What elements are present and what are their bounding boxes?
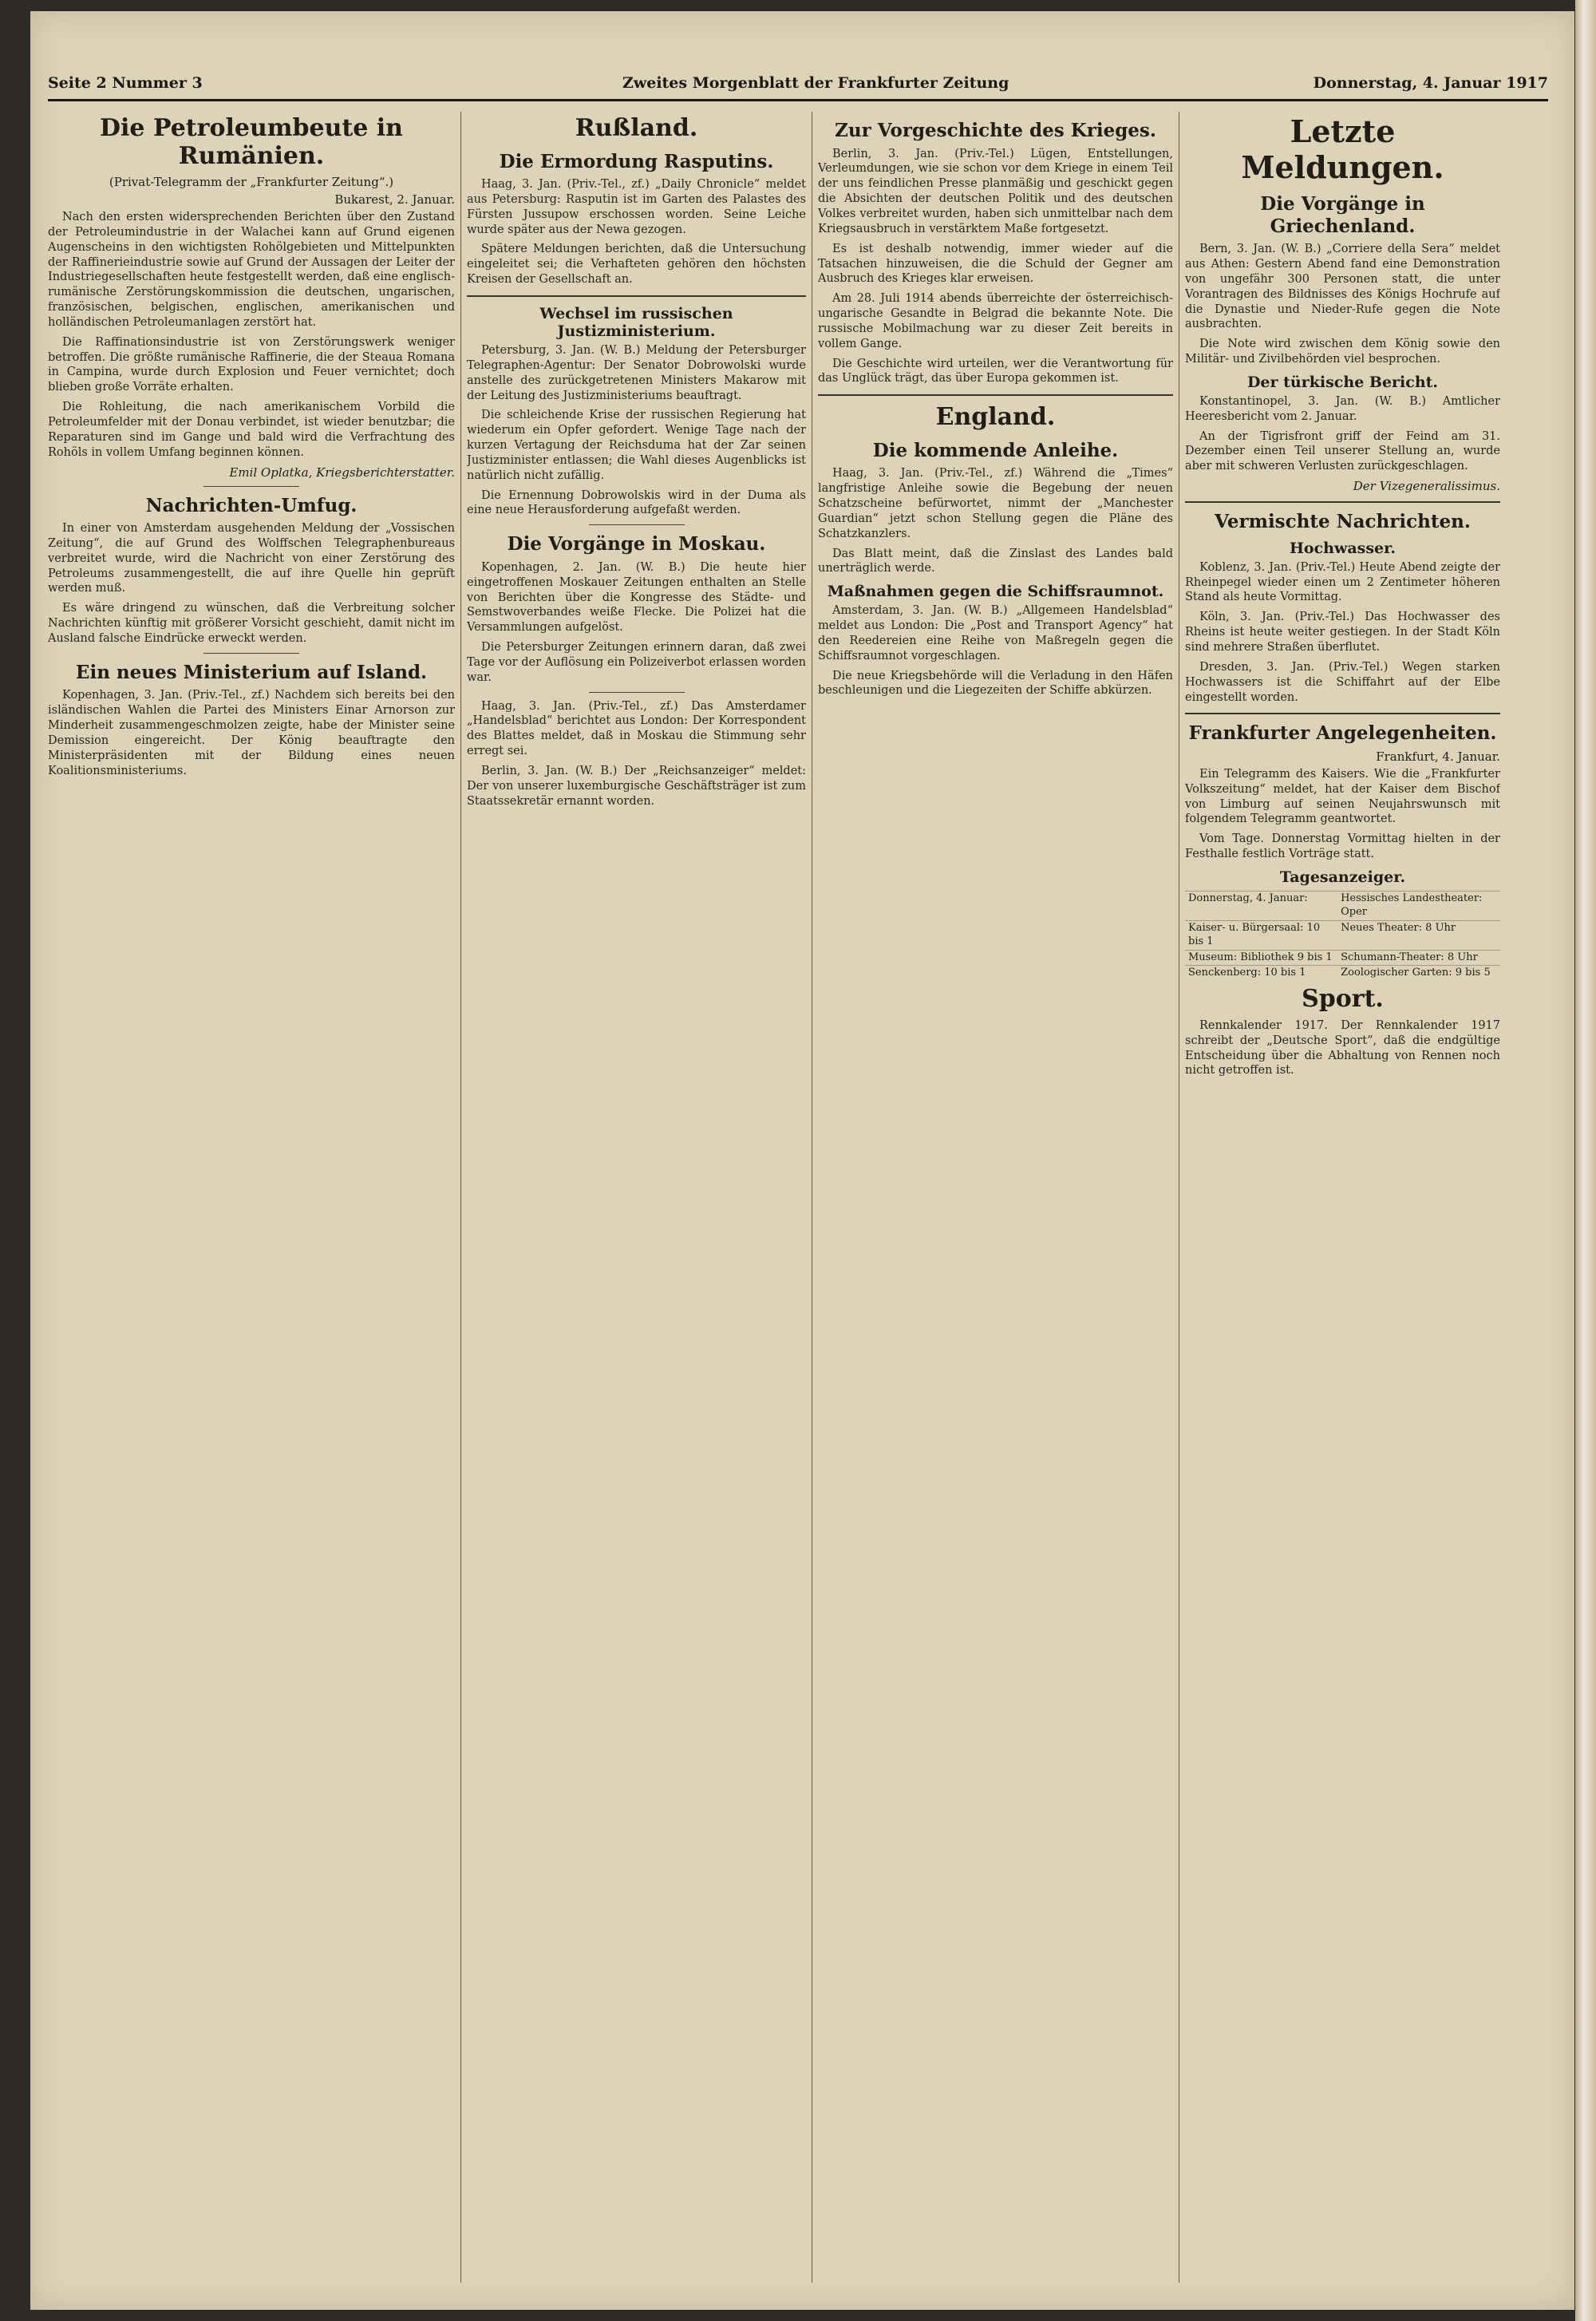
issue-date: Donnerstag, 4. Januar 1917 [1313, 74, 1548, 92]
section-title: Frankfurter Angelegenheiten. [1188, 722, 1497, 745]
page-header [48, 74, 1548, 100]
section-title: Die Ermordung Rasputins. [499, 150, 774, 172]
column-2 [467, 112, 806, 2291]
section-title: Wechsel im russischen Justizministerium. [539, 305, 733, 340]
section-subtitle: Die Vorgänge in Griechenland. [1260, 193, 1425, 237]
table-cell: Kaiser- u. Bürgersaal: 10 bis 1 [1185, 920, 1337, 950]
paragraph: Die schleichende Krise der russischen Regierung hat wiederum ein Opfer gefordert. Wenige Tage nach der kurzen Vertagung der Reichsduma hat der Zar seinen Justizminister entlassen; die Wahl dieses Augenblicks ist natürlich nicht zufällig. [467, 409, 806, 482]
paragraph: Das Blatt meint, daß die Zinslast des Landes bald unerträglich werde. [818, 547, 1173, 575]
dateline: Bukarest, 2. Januar. [334, 192, 455, 207]
paragraph: Die Rohleitung, die nach amerikanischem Vorbild die Petroleumfelder mit der Donau verbindet, ist wieder benutzbar; die Reparaturen sind im Gange und bald wird die Verfrachtung des Rohöls in vollem Umfang beginnen können. [48, 401, 455, 459]
divider [467, 295, 806, 297]
paragraph: Die Geschichte wird urteilen, wer die Verantwortung für das Unglück trägt, das über Europa gekommen ist. [818, 357, 1173, 386]
table-cell: Hessisches Landestheater: Oper [1337, 892, 1500, 921]
paragraph: Die Note wird zwischen dem König sowie den Militär- und Zivilbehörden viel besprochen. [1185, 338, 1500, 366]
divider [203, 653, 299, 654]
paragraph: Es ist deshalb notwendig, immer wieder auf die Tatsachen hinzuweisen, die die Schuld der Gegner am Ausbruch des Krieges klar erweisen. [818, 242, 1173, 286]
divider [1185, 713, 1500, 714]
paragraph: Petersburg, 3. Jan. (W. B.) Meldung der Petersburger Telegraphen-Agentur: Der Senator Dobrowolski wurde anstelle des zurückgetretenen Ministers Makarow mit der Leitung des Justizministeriums beauftragt. [467, 344, 806, 402]
paragraph: Vom Tage. Donnerstag Vormittag hielten in der Festhalle festlich Vorträge statt. [1185, 832, 1500, 861]
article-title: Rußland. [575, 114, 698, 142]
table-cell: Senckenberg: 10 bis 1 [1185, 966, 1337, 981]
section-title: Der türkische Bericht. [1246, 373, 1439, 391]
paragraph: In einer von Amsterdam ausgehenden Meldung der „Vossischen Zeitung“, die auf Grund des Wolffschen Telegraphenbureaus verbreitet wurde, wird die Nachricht von einer Zerstörung des Petroleums zusammengestellt, die auf ihre Quelle hin geprüft werden muß. [48, 522, 455, 595]
paragraph: Ein Telegramm des Kaisers. Wie die „Frankfurter Volkszeitung“ meldet, hat der Kaiser dem Bischof von Limburg auf seinen Neujahrswunsch mit folgendem Telegramm geantwortet. [1185, 767, 1500, 826]
section-title: Ein neues Ministerium auf Island. [75, 661, 428, 683]
paragraph: Amsterdam, 3. Jan. (W. B.) „Allgemeen Handelsblad“ meldet aus London: Die „Post and Transport Agency“ hat den Reedereien eine Reihe von Maßregeln gegen die Schiffsraumnot vorgeschlagen. [818, 604, 1173, 662]
paragraph: Haag, 3. Jan. (Priv.-Tel., zf.) „Daily Chronicle“ meldet aus Petersburg: Rasputin ist im Garten des Palastes des Fürsten Jussupow erschossen worden. Seine Leiche wurde später aus der Newa gezogen. [467, 178, 806, 236]
divider [818, 394, 1173, 396]
paragraph: Konstantinopel, 3. Jan. (W. B.) Amtlicher Heeresbericht vom 2. Januar. [1185, 394, 1500, 423]
paragraph: Die Ernennung Dobrowolskis wird in der Duma als eine neue Herausforderung aufgefaßt werden. [467, 488, 806, 517]
section-title: Die Vorgänge in Moskau. [507, 533, 766, 556]
paragraph: Kopenhagen, 3. Jan. (Priv.-Tel., zf.) Nachdem sich bereits bei den isländischen Wahlen die Partei des Ministers Einar Arnorson zur Minderheit zusammengeschmolzen zeigte, habe der Minister seine Demission eingereicht. Der König beauftragte den Ministerpräsidenten mit der Bildung eines neuen Koalitionsministeriums. [48, 689, 455, 777]
paragraph: Die Petersburger Zeitungen erinnern daran, daß zwei Tage vor der Auflösung ein Polizeiverbot erlassen worden war. [467, 641, 806, 684]
paragraph: Nach den ersten widersprechenden Berichten über den Zustand der Petroleumindustrie in der Walachei kann auf Grund eigenen Augenscheins in den wichtigsten Rohölgebieten und Mittelpunkten der Raffinerieindustrie sowie auf Grund der Aussagen der Leiter der Industriegesellschaften heute festgestellt werden, daß eine englisch-rumänische Zerstörungskommission die deutschen, ungarischen, französischen, belgischen, englischen, amerikanischen und holländischen Petroleumanlagen zerstört hat. [48, 211, 455, 329]
section-title: Nachrichten-Umfug. [145, 494, 358, 516]
table-cell: Schumann-Theater: 8 Uhr [1337, 950, 1500, 966]
table-row [1185, 966, 1500, 981]
paragraph: An der Tigrisfront griff der Feind am 31. Dezember einen Teil unserer Stellung an, wurde aber mit schweren Verlusten zurückgeschlagen. [1185, 429, 1500, 473]
section-title: Letzte Meldungen. [1241, 113, 1444, 185]
dateline: Frankfurt, 4. Januar. [1376, 749, 1500, 764]
paragraph: Kopenhagen, 2. Jan. (W. B.) Die heute hier eingetroffenen Moskauer Zeitungen enthalten an Stelle von Berichten über die Kongresse des Städte- und Semstwoverbandes weiße Flecke. Die Polizei hat die Versammlungen aufgelöst. [467, 560, 806, 635]
paragraph: Köln, 3. Jan. (Priv.-Tel.) Das Hochwasser des Rheins ist heute weiter gestiegen. In der Stadt Köln sind mehrere Straßen überflutet. [1185, 611, 1500, 654]
paragraph: Die Raffinationsindustrie ist von Zerstörungswerk weniger betroffen. Die größte rumänische Raffinerie, die der Steaua Romana in Campina, wurde durch Explosion und Feuer vernichtet; doch blieben große Vorräte erhalten. [48, 335, 455, 394]
section-title: Sport. [1302, 985, 1384, 1014]
column-4 [1185, 112, 1500, 2291]
paragraph: Es wäre dringend zu wünschen, daß die Verbreitung solcher Nachrichten künftig mit größerer Vorsicht geschieht, damit nicht im Ausland falsche Eindrücke erweckt werden. [48, 602, 455, 645]
section-subtitle: Die kommende Anleihe. [872, 439, 1119, 461]
column-3 [818, 112, 1173, 2291]
section-title: England. [935, 403, 1056, 432]
byline: Emil Oplatka, Kriegsberichterstatter. [229, 465, 455, 480]
book-binding-edge [1575, 0, 1596, 2321]
divider [203, 486, 299, 487]
table-cell: Zoologischer Garten: 9 bis 5 [1337, 966, 1500, 981]
divider [1185, 501, 1500, 503]
paragraph: Berlin, 3. Jan. (Priv.-Tel.) Lügen, Entstellungen, Verleumdungen, wie sie schon vor dem Kriege in einem Teil der uns feindlichen Presse planmäßig und geschickt gegen die Absichten der deutschen Politik und des deutschen Volkes verbreitet wurden, haben sich unmittelbar nach dem Kriegsausbruch in verstärktem Maße fortgesetzt. [818, 147, 1173, 235]
paragraph: Dresden, 3. Jan. (Priv.-Tel.) Wegen starken Hochwassers ist die Schiffahrt auf der Elbe eingestellt worden. [1185, 660, 1500, 704]
paragraph: Am 28. Juli 1914 abends überreichte der österreichisch-ungarische Gesandte in Belgrad die bekannte Note. Die russische Mobilmachung war zu dieser Zeit bereits in vollem Gange. [818, 292, 1173, 350]
divider [589, 524, 685, 525]
table-cell: Museum: Bibliothek 9 bis 1 [1185, 950, 1337, 966]
paragraph: Bern, 3. Jan. (W. B.) „Corriere della Sera“ meldet aus Athen: Gestern Abend fand eine Demonstration von ungefähr 300 Personen statt, die unter Vorantragen des Bildnisses des Königs Hochrufe auf die Dynastie und Nieder-Rufe gegen die Note ausbrachten. [1185, 243, 1500, 331]
paragraph: Berlin, 3. Jan. (W. B.) Der „Reichsanzeiger“ meldet: Der von unserer luxemburgische Geschäftsträger ist zum Staatssekretär ernannt worden. [467, 765, 806, 808]
paragraph: Haag, 3. Jan. (Priv.-Tel., zf.) Während die „Times“ langfristige Anleihe sowie die Begebung der neuen Schatzscheine befürwortet, nimmt der „Manchester Guardian“ jetzt schon Stellung gegen die Pläne des Schatzkanzlers. [818, 467, 1173, 540]
header-rule [48, 99, 1548, 101]
calendar-title: Tagesanzeiger. [1279, 868, 1406, 886]
section-title: Vermischte Nachrichten. [1215, 511, 1471, 533]
calendar-table [1185, 891, 1500, 981]
paragraph: Spätere Meldungen berichten, daß die Untersuchung eingeleitet sei; die Verhafteten gehören den höchsten Kreisen der Gesellschaft an. [467, 243, 806, 287]
paragraph: Koblenz, 3. Jan. (Priv.-Tel.) Heute Abend zeigte der Rheinpegel wieder einen um 2 Zentimeter höheren Stand als heute Vormittag. [1185, 560, 1500, 604]
section-title: Maßnahmen gegen die Schiffsraumnot. [827, 583, 1164, 601]
paragraph: Haag, 3. Jan. (Priv.-Tel., zf.) Das Amsterdamer „Handelsblad“ berichtet aus London: Der Korrespondent des Blattes meldet, daß in Moskau die Stimmung sehr erregt sei. [467, 699, 806, 758]
page-number: Seite 2 Nummer 3 [48, 74, 203, 92]
byline: Der Vizegeneralissimus. [1353, 479, 1500, 494]
table-cell: Neues Theater: 8 Uhr [1337, 920, 1500, 950]
table-row [1185, 920, 1500, 950]
column-1 [48, 112, 455, 2291]
table-cell: Donnerstag, 4. Januar: [1185, 892, 1337, 921]
divider [589, 692, 685, 693]
article-title: Die Petroleumbeute in Rumänien. [100, 114, 403, 170]
masthead: Zweites Morgenblatt der Frankfurter Zeitung [622, 74, 1009, 92]
column-divider [460, 112, 461, 2283]
table-row [1185, 950, 1500, 966]
section-subtitle: Hochwasser. [1289, 539, 1396, 557]
paragraph: Rennkalender 1917. Der Rennkalender 1917 schreibt der „Deutsche Sport“, daß die endgültige Entscheidung über die Abhaltung von Rennen noch nicht getroffen ist. [1185, 1018, 1500, 1077]
table-row [1185, 892, 1500, 921]
paragraph: Die neue Kriegsbehörde will die Verladung in den Häfen beschleunigen und die Liegezeiten der Schiffe abkürzen. [818, 669, 1173, 698]
article-title: Zur Vorgeschichte des Krieges. [835, 120, 1156, 141]
article-meta: (Privat-Telegramm der „Frankfurter Zeitung“.) [109, 175, 394, 189]
